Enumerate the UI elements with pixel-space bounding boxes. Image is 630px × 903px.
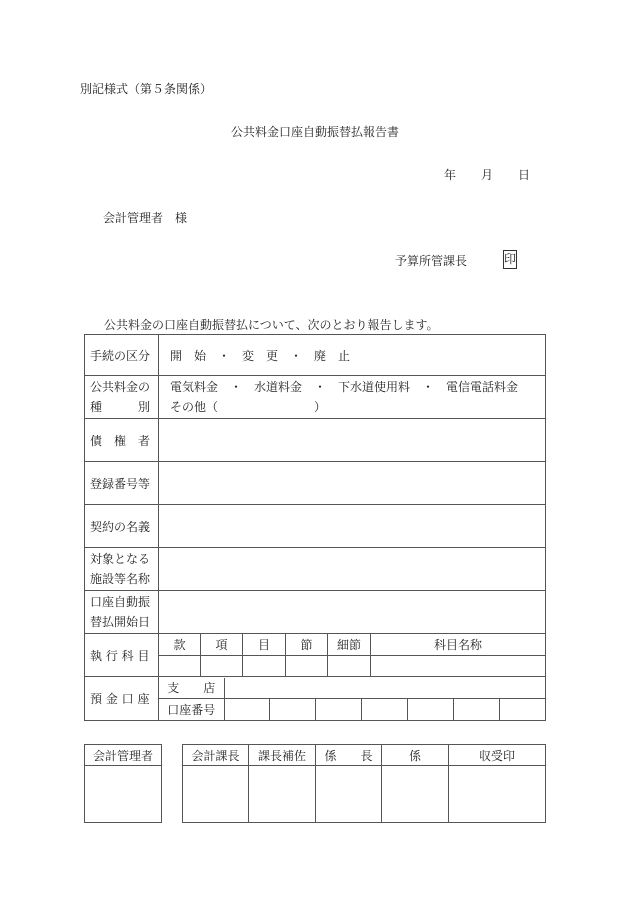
accounting-manager-label: 会計管理者 bbox=[85, 745, 162, 766]
approval-stamps-box bbox=[182, 744, 546, 823]
deputy-chief-stamp[interactable] bbox=[249, 766, 316, 823]
creditor-field[interactable] bbox=[159, 419, 546, 462]
date-month: 月 bbox=[481, 168, 494, 182]
document-title: 公共料金口座自動振替払報告書 bbox=[230, 125, 399, 139]
intro-text: 公共料金の口座自動振替払について、次のとおり報告します。 bbox=[104, 318, 439, 332]
budget-label: 執 行 科 目 bbox=[85, 634, 159, 677]
sender-title: 予算所管課長 bbox=[395, 254, 468, 268]
creditor-label: 債 権 者 bbox=[85, 419, 159, 462]
row-registration bbox=[85, 462, 546, 505]
procedure-options[interactable]: 開 始 ・ 変 更 ・ 廃 止 bbox=[159, 335, 546, 376]
account-digit-3[interactable] bbox=[316, 699, 362, 720]
account-digit-7[interactable] bbox=[499, 699, 545, 720]
seal-box: 印 bbox=[503, 250, 517, 269]
budget-kou-field[interactable] bbox=[201, 656, 243, 677]
branch-label: 支 店 bbox=[159, 678, 224, 699]
row-branch bbox=[159, 678, 545, 699]
row-facility bbox=[85, 548, 546, 591]
budget-setsu-field[interactable] bbox=[286, 656, 328, 677]
receipt-stamp-label: 収受印 bbox=[449, 745, 546, 766]
row-start-date bbox=[85, 591, 546, 634]
start-date-label-line2: 替払開始日 bbox=[90, 615, 151, 629]
start-date-field[interactable] bbox=[159, 591, 546, 634]
facility-label bbox=[85, 548, 159, 591]
facility-label-line1: 対象となる bbox=[90, 552, 151, 566]
procedure-label: 手続の区分 bbox=[85, 335, 159, 376]
account-digit-5[interactable] bbox=[407, 699, 453, 720]
fee-type-choices: 電気料金 ・ 水道料金 ・ 下水道使用料 ・ 電信電話料金 bbox=[170, 380, 519, 394]
row-budget-header bbox=[85, 634, 546, 656]
account-digit-4[interactable] bbox=[362, 699, 408, 720]
date-day: 日 bbox=[518, 168, 531, 182]
budget-col-kou: 項 bbox=[201, 634, 243, 656]
staff-label: 係 bbox=[382, 745, 449, 766]
fee-type-options[interactable] bbox=[159, 376, 546, 419]
budget-col-setsu: 節 bbox=[286, 634, 328, 656]
facility-field[interactable] bbox=[159, 548, 546, 591]
fee-type-other: その他（ ） bbox=[170, 400, 327, 414]
budget-moku-field[interactable] bbox=[243, 656, 286, 677]
report-table bbox=[84, 334, 546, 721]
form-reference: 別記様式（第５条関係） bbox=[80, 82, 213, 96]
addressee: 会計管理者 様 bbox=[103, 211, 188, 225]
deposit-subtable bbox=[159, 678, 545, 720]
section-chief-label: 会計課長 bbox=[183, 745, 249, 766]
approval-manager-box bbox=[84, 744, 162, 823]
fee-type-label bbox=[85, 376, 159, 419]
budget-kan-field[interactable] bbox=[159, 656, 201, 677]
subsection-chief-stamp[interactable] bbox=[316, 766, 382, 823]
budget-col-name: 科目名称 bbox=[371, 634, 546, 656]
row-fee-type bbox=[85, 376, 546, 419]
registration-label: 登録番号等 bbox=[85, 462, 159, 505]
budget-col-saimoku: 細節 bbox=[328, 634, 371, 656]
start-date-label bbox=[85, 591, 159, 634]
contract-label: 契約の名義 bbox=[85, 505, 159, 548]
contract-field[interactable] bbox=[159, 505, 546, 548]
row-deposit bbox=[85, 677, 546, 721]
fee-type-label-line2: 種 別 bbox=[90, 400, 151, 414]
account-label: 口座番号 bbox=[159, 699, 224, 720]
account-digit-1[interactable] bbox=[224, 699, 270, 720]
row-procedure bbox=[85, 335, 546, 376]
start-date-label-line1: 口座自動振 bbox=[90, 595, 151, 609]
row-creditor bbox=[85, 419, 546, 462]
registration-field[interactable] bbox=[159, 462, 546, 505]
deposit-label: 預 金 口 座 bbox=[85, 677, 159, 721]
account-digit-6[interactable] bbox=[453, 699, 499, 720]
budget-saimoku-field[interactable] bbox=[328, 656, 371, 677]
staff-stamp[interactable] bbox=[382, 766, 449, 823]
section-chief-stamp[interactable] bbox=[183, 766, 249, 823]
accounting-manager-stamp[interactable] bbox=[85, 766, 162, 823]
subsection-chief-label: 係 長 bbox=[316, 745, 382, 766]
budget-col-kan: 款 bbox=[159, 634, 201, 656]
facility-label-line2: 施設等名称 bbox=[90, 572, 151, 586]
row-contract bbox=[85, 505, 546, 548]
budget-name-field[interactable] bbox=[371, 656, 546, 677]
deputy-chief-label: 課長補佐 bbox=[249, 745, 316, 766]
fee-type-label-line1: 公共料金の bbox=[90, 380, 151, 394]
row-account-number bbox=[159, 699, 545, 720]
branch-field[interactable] bbox=[224, 678, 545, 699]
deposit-detail bbox=[159, 677, 546, 721]
date-year: 年 bbox=[444, 168, 457, 182]
account-digit-2[interactable] bbox=[270, 699, 316, 720]
budget-col-moku: 目 bbox=[243, 634, 286, 656]
receipt-stamp[interactable] bbox=[449, 766, 546, 823]
